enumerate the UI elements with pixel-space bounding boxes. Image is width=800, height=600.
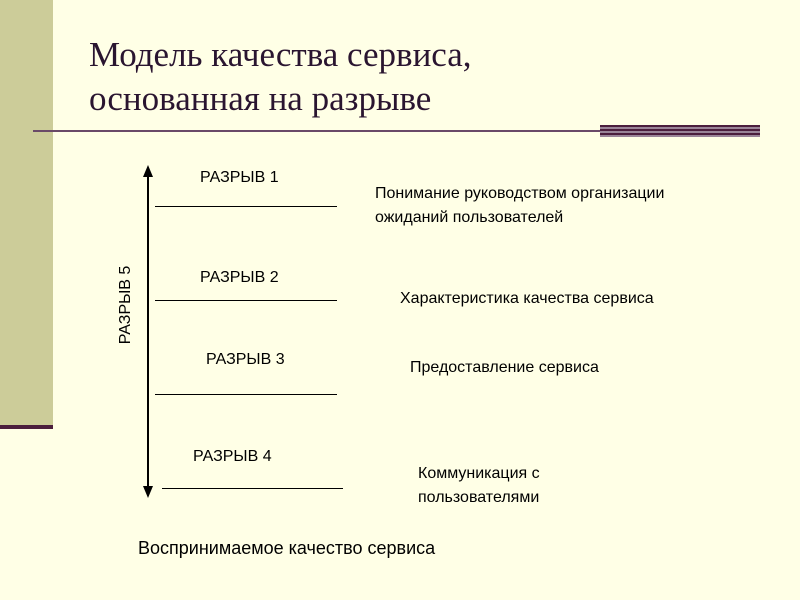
gap3-line (155, 394, 337, 395)
gap2-line (155, 300, 337, 301)
desc-gap2: Характеристика качества сервиса (400, 290, 654, 307)
desc-gap1 (375, 182, 664, 230)
gap3-label: РАЗРЫВ 3 (206, 351, 285, 368)
slide-title (89, 33, 689, 121)
desc-gap4-line1: Коммуникация с (418, 465, 540, 482)
gap4-line (162, 488, 343, 489)
gap1-line (155, 206, 337, 207)
title-line-2: основанная на разрыве (89, 79, 432, 118)
perceived-quality-label: Воспринимаемое качество сервиса (138, 538, 436, 558)
gap1-label: РАЗРЫВ 1 (200, 169, 279, 186)
gap5-label: РАЗРЫВ 5 (117, 265, 134, 345)
desc-gap4 (418, 462, 540, 510)
gap5-arrow (147, 176, 149, 488)
desc-gap1-line1: Понимание руководством организации (375, 185, 665, 202)
arrow-down-icon (143, 486, 153, 498)
gap2-label: РАЗРЫВ 2 (200, 269, 279, 286)
desc-gap3: Предоставление сервиса (410, 359, 599, 376)
desc-gap1-line2: ожиданий пользователей (375, 209, 564, 226)
desc-gap4-line2: пользователями (418, 489, 540, 506)
sidebar-accent (0, 425, 53, 429)
title-line-1: Модель качества сервиса, (89, 35, 472, 74)
gap4-label: РАЗРЫВ 4 (193, 448, 272, 465)
sidebar-decoration (0, 0, 53, 425)
title-rule-accent (600, 125, 760, 137)
